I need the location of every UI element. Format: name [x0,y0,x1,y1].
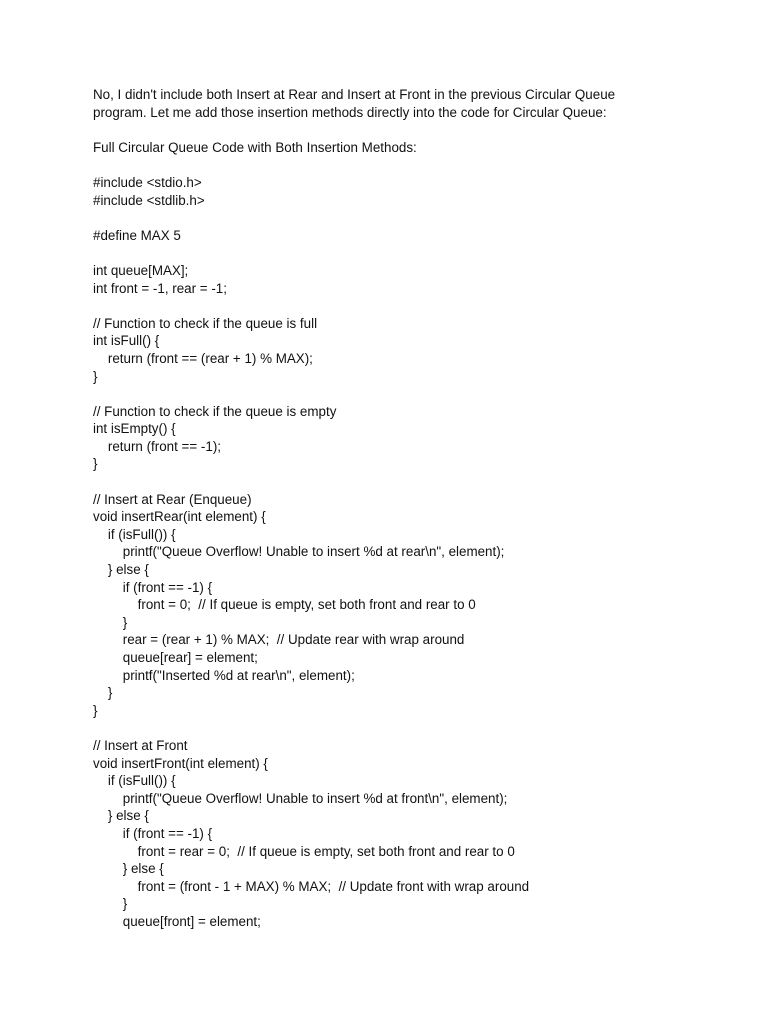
code-line: #define MAX 5 [93,227,181,243]
document-body [93,86,733,931]
code-line: } else { [93,562,149,578]
code-line: if (isFull()) { [93,773,176,789]
spacer [93,297,733,315]
code-line: } else { [93,808,149,824]
code-line: } [93,614,128,630]
code-line: rear = (rear + 1) % MAX; // Update rear with wrap around [93,632,465,648]
code-line: printf("Queue Overflow! Unable to insert %d at front\n", element); [93,790,508,806]
code-line: } else { [93,861,164,877]
section-heading: Full Circular Queue Code with Both Insertion Methods: [93,139,417,155]
code-line: } [93,685,113,701]
spacer [93,473,733,491]
code-block [93,174,733,931]
code-line: if (front == -1) { [93,825,213,841]
code-line: // Insert at Rear (Enqueue) [93,491,252,507]
code-line: // Function to check if the queue is empty [93,403,337,419]
spacer [93,156,733,174]
code-line: int queue[MAX]; [93,262,189,278]
code-line: #include <stdio.h> [93,174,202,190]
intro-line: No, I didn't include both Insert at Rear and Insert at Front in the previous Circular Queue [93,87,616,102]
code-line: } [93,896,128,912]
code-line: return (front == -1); [93,438,222,454]
code-line: } [93,456,98,472]
code-line: int isEmpty() { [93,421,176,437]
code-line: queue[front] = element; [93,913,261,929]
code-line: if (front == -1) { [93,579,213,595]
code-line: int isFull() { [93,333,160,349]
code-line: return (front == (rear + 1) % MAX); [93,350,313,366]
code-line: // Insert at Front [93,737,188,753]
code-line: #include <stdlib.h> [93,192,205,208]
code-line: queue[rear] = element; [93,650,258,665]
code-line: front = rear = 0; // If queue is empty, set both front and rear to 0 [93,843,515,859]
spacer [93,121,733,139]
spacer [93,719,733,737]
code-line: void insertFront(int element) { [93,755,268,771]
code-line: front = (front - 1 + MAX) % MAX; // Update front with wrap around [93,878,530,894]
code-line: if (isFull()) { [93,526,176,542]
code-line: void insertRear(int element) { [93,509,266,525]
code-line: int front = -1, rear = -1; [93,280,227,296]
spacer [93,209,733,227]
code-line: printf("Queue Overflow! Unable to insert %d at rear\n", element); [93,544,505,560]
code-line: front = 0; // If queue is empty, set both front and rear to 0 [93,597,476,613]
intro-line: program. Let me add those insertion methods directly into the code for Circular Queue: [93,104,607,120]
code-line: // Function to check if the queue is full [93,315,318,331]
spacer [93,385,733,403]
code-line: printf("Inserted %d at rear\n", element); [93,667,355,683]
spacer [93,244,733,262]
code-line: } [93,368,98,384]
code-line: } [93,702,98,718]
